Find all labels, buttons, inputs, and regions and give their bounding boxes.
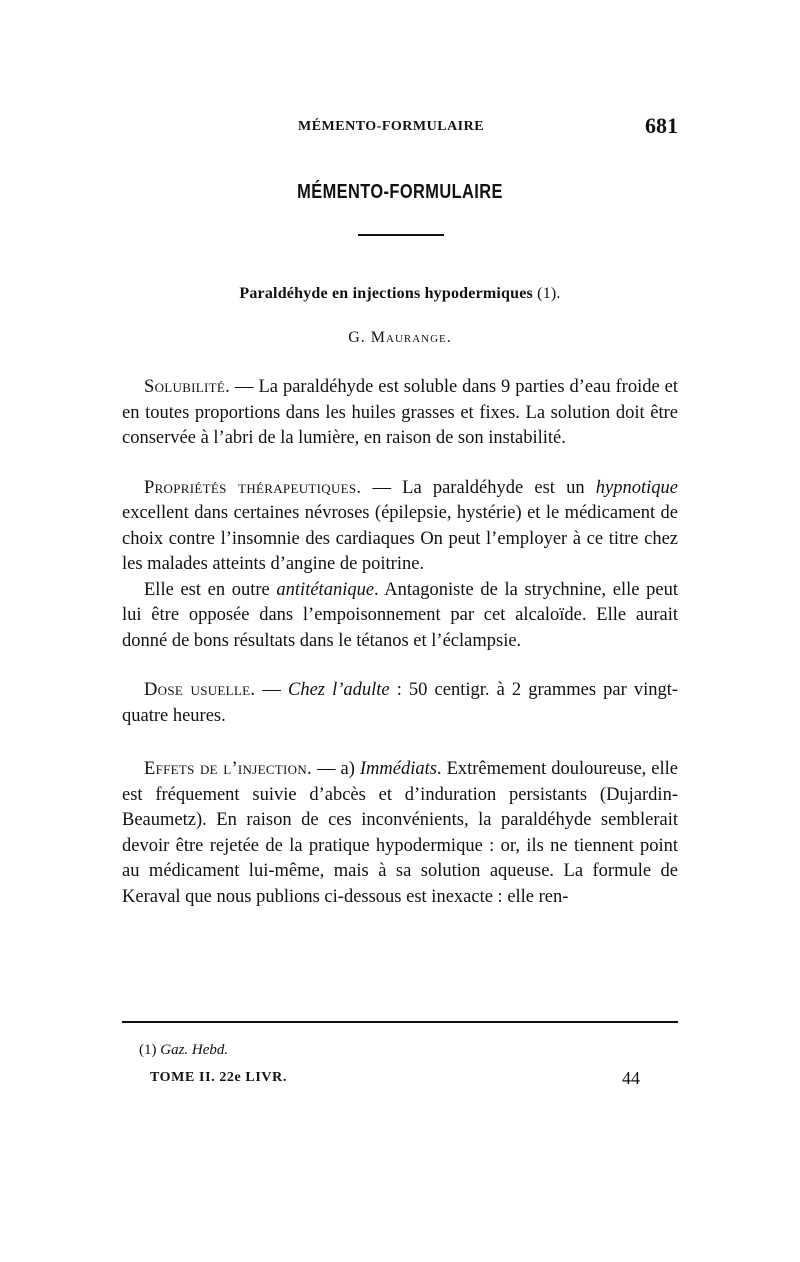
paragraph-dose xyxy=(122,678,678,729)
article-body xyxy=(122,375,678,910)
signature-number: 44 xyxy=(622,1068,640,1088)
title-rule xyxy=(358,234,444,236)
section-lead-effets: Effets de l’injection. xyxy=(144,759,312,779)
footnote-source: Gaz. Hebd. xyxy=(160,1042,229,1058)
signature-mark: TOME II. 22e LIVR. xyxy=(150,1070,287,1085)
paragraph-antitetanique xyxy=(122,578,678,655)
running-header xyxy=(120,113,680,143)
page-number: 681 xyxy=(645,113,678,138)
footnote-marker: (1) xyxy=(139,1042,161,1058)
article-title xyxy=(0,285,800,303)
section-lead-proprietes: Propriétés thérapeutiques. xyxy=(144,477,362,498)
article-title-text: Paraldéhyde en injections hypodermiques xyxy=(239,285,533,302)
paragraph-text: — a) xyxy=(311,759,360,779)
paragraph-text: — La paraldéhyde est un xyxy=(361,477,596,498)
page-title: MÉMENTO-FORMULAIRE xyxy=(297,181,503,203)
paragraph-solubilite xyxy=(122,375,678,452)
section-lead-solubilite: Solubilité. xyxy=(144,377,231,397)
paragraph-text: Elle est en outre xyxy=(144,579,277,600)
paragraph-text: — La paraldéhyde est soluble dans 9 parties d’eau froide et en toutes proportions dans les huiles grasses et fixes. La solution doit être conservée à l’abri de la lumière, en raison de son instabilité. xyxy=(122,377,678,448)
footnote-reference: (1). xyxy=(532,285,561,302)
section-lead-dose: Dose usuelle. xyxy=(144,680,256,700)
paragraph-italic: Chez l’adulte xyxy=(287,680,390,700)
paragraph-text: : 50 centigr. à 2 grammes par vingt-quatre heures. xyxy=(122,680,679,726)
footnote-rule xyxy=(122,1021,678,1023)
footnote xyxy=(139,1042,228,1059)
paragraph-italic: hypnotique xyxy=(595,477,678,498)
paragraph-text: excellent dans certaines névroses (épilepsie, hystérie) et le médicament de choix contre l’insomnie des cardiaques On peut l’employer à ce titre chez les malades atteints d’angine de poitrine. xyxy=(122,503,678,574)
author: G. Maurange. xyxy=(348,329,452,346)
paragraph-text: . Extrêmement douloureuse, elle est fréquement suivie d’abcès et d’induration persistants (Dujardin-Beaumetz). En raison de ces inconvénients, la paraldéhyde semblerait devoir être rejetée de la pratique hypodermique : or, ils ne tiennent point au médicament lui-même, mais à sa solution aqueuse. La formule de Keraval que nous publions ci-dessous est inexacte : elle ren- xyxy=(122,759,678,907)
running-title: MÉMENTO-FORMULAIRE xyxy=(298,119,485,134)
paragraph-text: — xyxy=(255,680,288,700)
paragraph-italic: Immédiats xyxy=(359,759,437,779)
paragraph-proprietes xyxy=(122,476,678,578)
paragraph-effets xyxy=(122,757,678,910)
paragraph-italic: antitétanique xyxy=(276,579,375,600)
paragraph-text: . Antagoniste de la strychnine, elle peut lui être opposée dans l’empoisonnement par cet alcaloïde. Elle aurait donné de bons résultats dans le tétanos et l’éclampsie. xyxy=(122,579,678,651)
